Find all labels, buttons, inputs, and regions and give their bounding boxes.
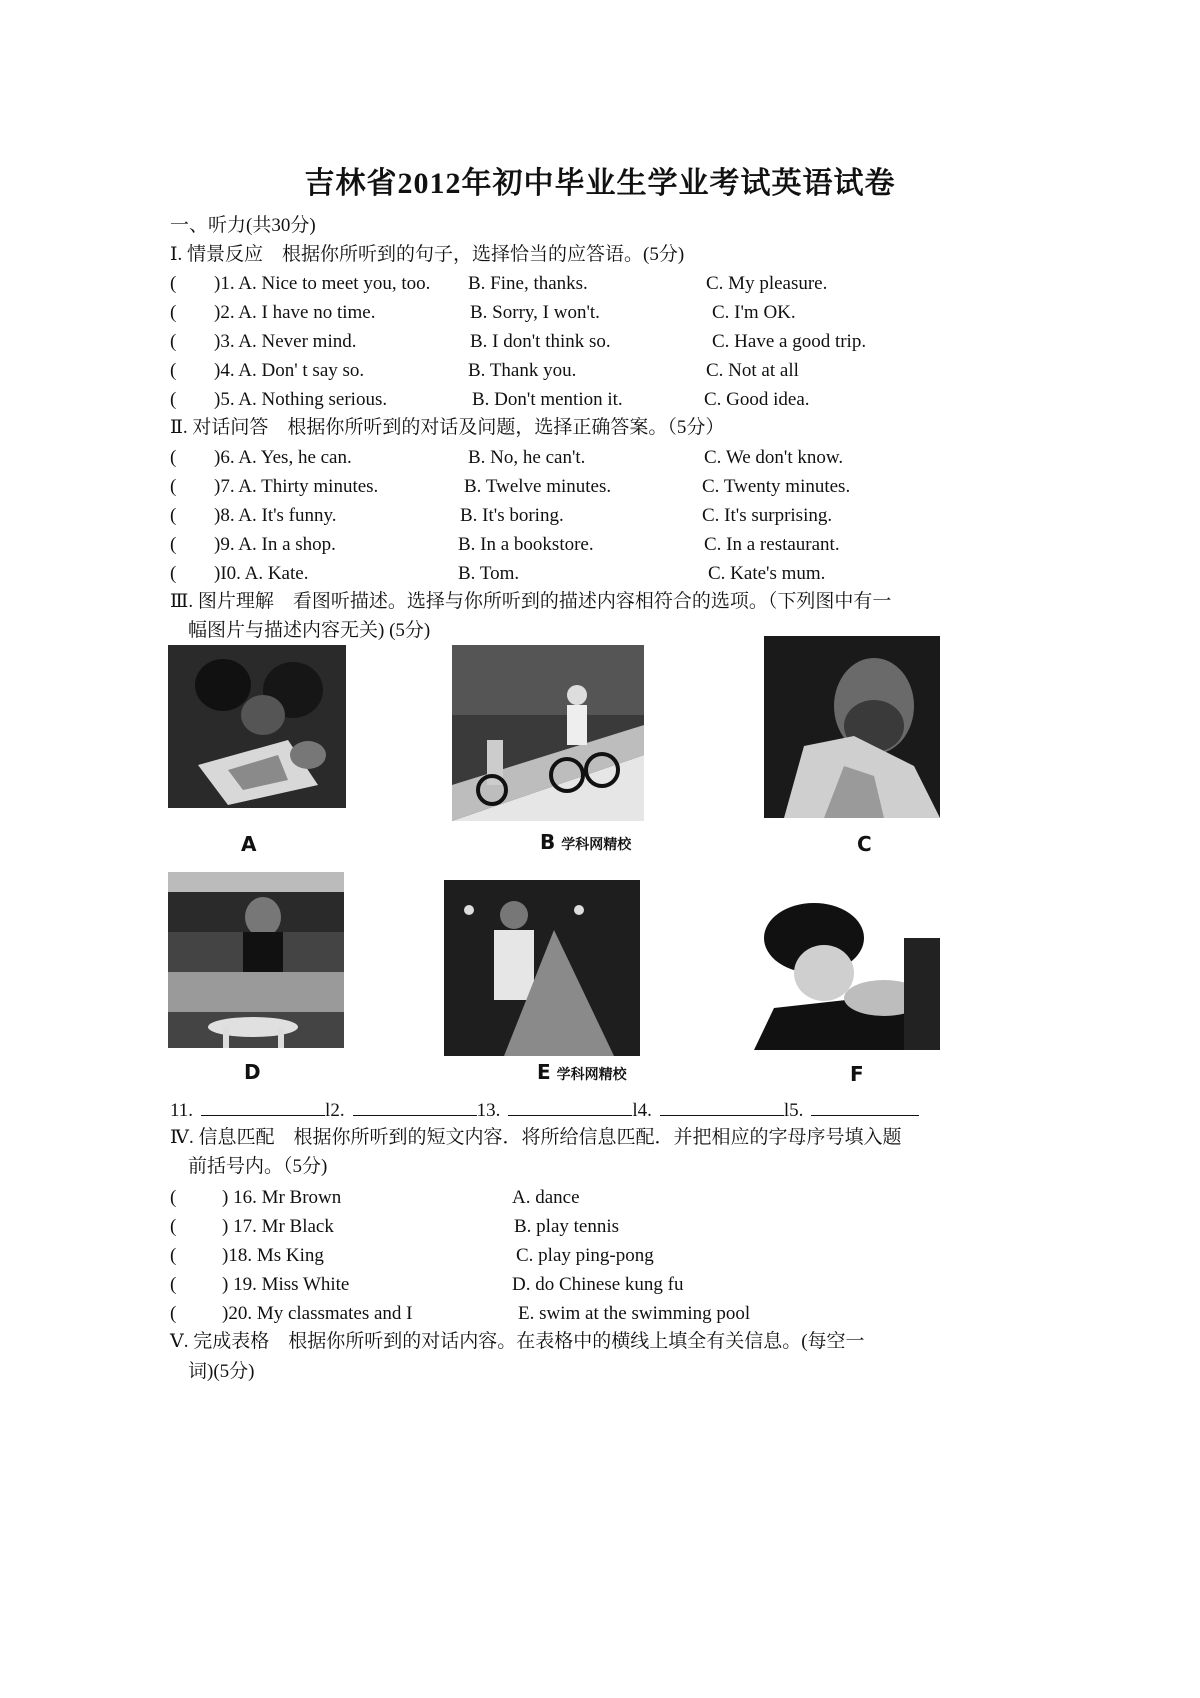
option-b: B. Twelve minutes. <box>464 476 612 497</box>
question-paren: ( <box>170 331 177 352</box>
option-a: )I0. A. Kate. <box>214 563 309 584</box>
picture-b <box>452 645 644 821</box>
match-item: )20. My classmates and I <box>222 1303 413 1324</box>
answer-blank-11[interactable] <box>201 1097 325 1116</box>
option-b: B. It's boring. <box>460 505 564 526</box>
picture-c-image <box>764 636 940 818</box>
option-c: C. Not at all <box>706 360 799 381</box>
match-option: D. do Chinese kung fu <box>512 1274 684 1295</box>
option-a: )9. A. In a shop. <box>214 534 336 555</box>
picture-e-image <box>444 880 640 1056</box>
picture-d-image <box>168 872 344 1048</box>
question-paren: ( <box>170 1187 177 1208</box>
picture-f <box>754 898 940 1050</box>
picture-f-image <box>754 898 940 1050</box>
option-c: C. We don't know. <box>704 447 844 468</box>
option-a: )4. A. Don' t say so. <box>214 360 365 381</box>
match-option: B. play tennis <box>514 1216 620 1237</box>
match-option: C. play ping-pong <box>516 1245 654 1266</box>
option-c: C. My pleasure. <box>706 273 828 294</box>
section-2-heading: Ⅱ. 对话问答 根据你所听到的对话及问题，选择正确答案。（5分） <box>170 417 725 438</box>
option-a: )1. A. Nice to meet you, too. <box>214 273 431 294</box>
section-5-heading: Ⅴ. 完成表格 根据你所听到的对话内容。在表格中的横线上填全有关信息。(每空一 <box>170 1331 865 1352</box>
caption-letter: B <box>540 830 556 854</box>
picture-f-caption: F <box>850 1062 864 1086</box>
match-item: ) 17. Mr Black <box>222 1216 334 1237</box>
picture-a-image <box>168 645 346 808</box>
option-a: )8. A. It's funny. <box>214 505 337 526</box>
section-4-heading-cont: 前括号内。（5分) <box>188 1156 328 1177</box>
question-paren: ( <box>170 505 177 526</box>
option-c: C. Have a good trip. <box>712 331 867 352</box>
section-3-heading-cont: 幅图片与描述内容无关) (5分) <box>188 620 431 641</box>
option-b: B. I don't think so. <box>470 331 611 352</box>
section-4-heading: Ⅳ. 信息匹配 根据你所听到的短文内容．将所给信息匹配．并把相应的字母序号填入题 <box>170 1127 902 1148</box>
picture-d-caption: D <box>244 1060 261 1084</box>
picture-a-caption: A <box>241 832 257 856</box>
question-paren: ( <box>170 273 177 294</box>
page-title: 吉林省2012年初中毕业生学业考试英语试卷 <box>304 167 896 200</box>
question-paren: ( <box>170 447 177 468</box>
match-item: )18. Ms King <box>222 1245 324 1266</box>
option-c: C. It's surprising. <box>702 505 833 526</box>
option-c: C. I'm OK. <box>712 302 796 323</box>
answer-blank-15[interactable] <box>811 1097 919 1116</box>
blank-label-14: l4. <box>632 1100 652 1121</box>
option-b: B. Sorry, I won't. <box>470 302 600 323</box>
match-item: ) 16. Mr Brown <box>222 1187 342 1208</box>
question-paren: ( <box>170 360 177 381</box>
picture-c <box>764 636 940 818</box>
picture-e-caption <box>537 1060 627 1084</box>
blank-label-12: l2. <box>325 1100 345 1121</box>
option-b: B. In a bookstore. <box>458 534 594 555</box>
match-option: E. swim at the swimming pool <box>518 1303 751 1324</box>
option-a: )3. A. Never mind. <box>214 331 357 352</box>
option-b: B. Tom. <box>458 563 520 584</box>
watermark-text: 学科网精校 <box>561 837 632 853</box>
part-heading: 一、听力(共30分) <box>170 215 316 236</box>
match-item: ) 19. Miss White <box>222 1274 350 1295</box>
match-option: A. dance <box>512 1187 580 1208</box>
caption-letter: E <box>537 1060 551 1084</box>
option-b: B. Don't mention it. <box>472 389 623 410</box>
blank-label-13: 13. <box>476 1100 501 1121</box>
blank-label-11: 11. <box>170 1100 194 1121</box>
question-paren: ( <box>170 563 177 584</box>
option-a: )6. A. Yes, he can. <box>214 447 352 468</box>
question-paren: ( <box>170 1245 177 1266</box>
option-c: C. Kate's mum. <box>708 563 826 584</box>
question-paren: ( <box>170 1303 177 1324</box>
picture-a <box>168 645 346 808</box>
option-a: )5. A. Nothing serious. <box>214 389 388 410</box>
section-3-heading: Ⅲ. 图片理解 看图听描述。选择与你所听到的描述内容相符合的选项。（下列图中有一 <box>170 591 892 612</box>
option-c: C. Good idea. <box>704 389 810 410</box>
picture-e <box>444 880 640 1056</box>
option-b: B. Thank you. <box>468 360 577 381</box>
question-paren: ( <box>170 534 177 555</box>
question-paren: ( <box>170 302 177 323</box>
answer-blank-13[interactable] <box>508 1097 632 1116</box>
question-paren: ( <box>170 389 177 410</box>
option-a: )7. A. Thirty minutes. <box>214 476 379 497</box>
question-paren: ( <box>170 1274 177 1295</box>
option-c: C. Twenty minutes. <box>702 476 851 497</box>
watermark-text: 学科网精校 <box>556 1067 627 1083</box>
option-c: C. In a restaurant. <box>704 534 840 555</box>
question-paren: ( <box>170 1216 177 1237</box>
picture-b-image <box>452 645 644 821</box>
section-1-heading: Ⅰ. 情景反应 根据你所听到的句子，选择恰当的应答语。(5分) <box>170 244 685 265</box>
picture-d <box>168 872 344 1048</box>
question-paren: ( <box>170 476 177 497</box>
option-b: B. Fine, thanks. <box>468 273 588 294</box>
answer-blank-14[interactable] <box>660 1097 784 1116</box>
section-5-heading-cont: 词)(5分) <box>188 1361 255 1382</box>
blank-label-15: l5. <box>783 1100 804 1121</box>
picture-b-caption <box>540 830 631 854</box>
option-a: )2. A. I have no time. <box>214 302 376 323</box>
answer-blank-12[interactable] <box>353 1097 477 1116</box>
answer-blanks-line <box>170 1097 919 1123</box>
picture-c-caption: C <box>857 832 872 856</box>
option-b: B. No, he can't. <box>468 447 586 468</box>
